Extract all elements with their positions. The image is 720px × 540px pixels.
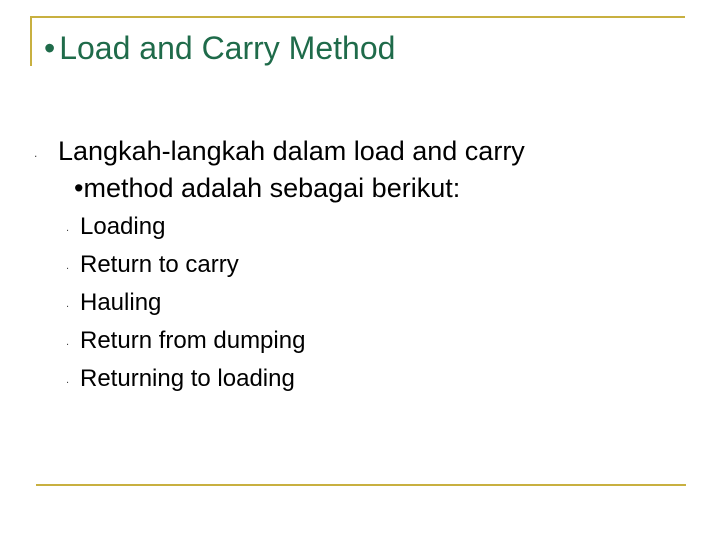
step-text: Hauling <box>80 289 162 316</box>
step-marker: . <box>66 297 70 310</box>
title-text: Load and Carry Method <box>59 30 396 66</box>
list-item <box>66 360 305 398</box>
main-point-line1: Langkah-langkah dalam load and carry <box>58 136 525 166</box>
main-point-marker: . <box>34 145 38 160</box>
main-point <box>34 134 525 170</box>
list-item <box>66 208 305 246</box>
step-text: Loading <box>80 213 166 240</box>
step-text: Returning to loading <box>80 365 295 392</box>
step-text: Return from dumping <box>80 327 306 354</box>
step-marker: . <box>66 373 70 386</box>
list-item <box>66 284 305 322</box>
main-point-line2: •method adalah sebagai berikut: <box>74 173 461 203</box>
step-text: Return to carry <box>80 251 239 278</box>
step-marker: . <box>66 335 70 348</box>
title-bullet: • <box>44 30 56 66</box>
list-item <box>66 246 305 284</box>
step-marker: . <box>66 221 70 234</box>
list-item <box>66 322 305 360</box>
footer-divider-line <box>36 484 686 486</box>
title-frame-left-line <box>30 16 32 66</box>
title-frame-top-line <box>30 16 685 18</box>
slide-title <box>44 28 395 68</box>
steps-list <box>66 208 305 398</box>
step-marker: . <box>66 259 70 272</box>
